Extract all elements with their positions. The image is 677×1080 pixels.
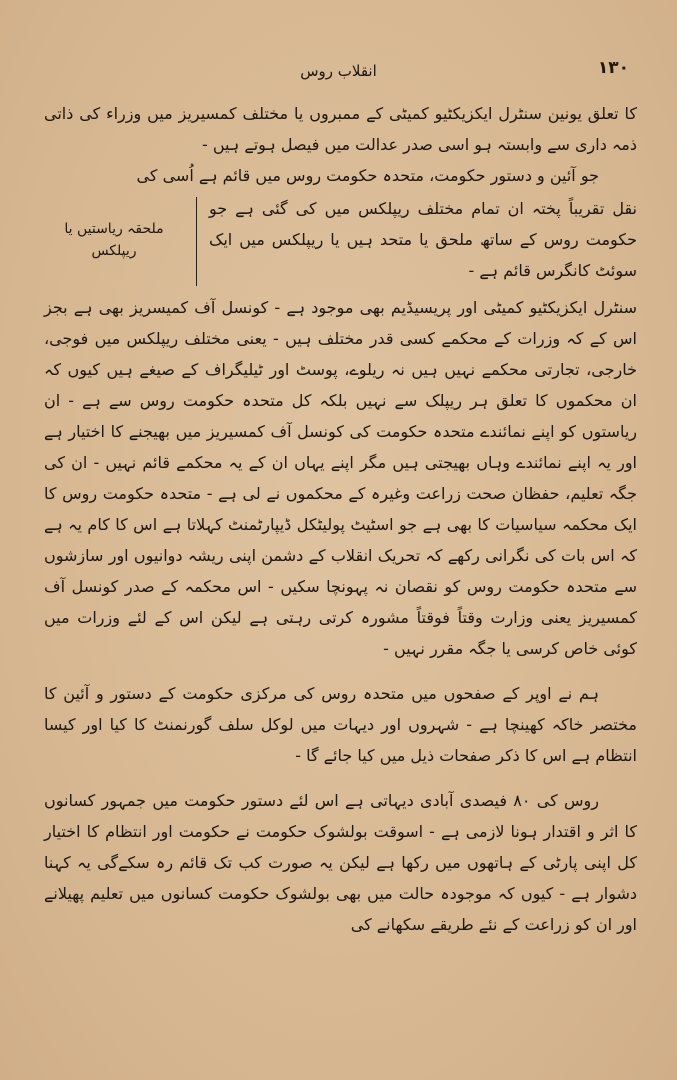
paragraph-2: جو آئین و دستور حکومت، متحدہ حکومت روس میں قائم ہے اُسی کی: [136, 166, 599, 185]
paragraph-5: روس کی ۸۰ فیصدی آبادی دیہاتی ہے اس لئے دستور حکومت میں جمہور کسانوں کا اثر و اقتدار ہونا لازمی ہے - اسوقت بولشوک حکومت نے حکومت اور انتظام کا اختیار کل اپنی پارٹی کے ہاتھوں میں رکھا ہے لیکن یہ صورت کب تک قائم رہ سکےگی یہ کہنا دشوار ہے - کیوں کہ موجودہ حالت میں بھی بولشوک حکومت کسانوں میں تعلیم پھیلانے اور ان کو زراعت کے نئے طریقے سکھانے کی: [44, 791, 637, 934]
marginal-note: ملحقہ ریاستیں یا ریپلکس: [64, 220, 164, 259]
paragraph-3: سنٹرل ایکزیکٹیو کمیٹی اور پریسیڈیم بھی موجود ہے - کونسل آف کمیسریز بھی ہے بجز اس کے کہ وزرات کے محکمے کسی قدر مختلف ہیں - یعنی مختلف ریپلکس میں فوجی، خارجی، تجارتی محکمے نہیں ہیں نہ ریلوے، پوسٹ اور ٹیلیگراف کے صیغے ہیں کیوں کہ ان محکموں کا تعلق ہر ریپلک سے نہیں بلکہ کل متحدہ حکومت روس سے ہے - ان ریاستوں کو اپنے نمائندے متحدہ حکومت کی کونسل آف کمسیریز میں بھیجنے کا اختیار ہے اور یہ اپنے نمائندے وہاں بھیجتی ہیں مگر اپنے یہاں ان کے یہ محکمے قائم نہیں - ان کی جگہ تعلیم، حفظان صحت زراعت وغیرہ کے محکموں نے لی ہے - متحدہ حکومت روس کا ایک محکمہ سیاسیات کا بھی ہے جو اسٹیٹ پولیٹکل ڈیپارٹمنٹ کہلاتا ہے اس کا کام یہ ہے کہ اس بات کی نگرانی رکھے کہ تحریک انقلاب کے دشمن اپنی ریشہ دوانیوں اور سازشوں سے متحدہ حکومت روس کو نقصان نہ پہونچا سکیں - اس محکمہ کے صدر کونسل آف کمسیریز یعنی وزارت وقتاً فوقتاً مشورہ کرتی رہتی ہے لیکن اس کے لئے وزرات میں کوئی خاص کرسی یا جگہ مقرر نہیں -: [44, 298, 638, 658]
vertical-rule: [196, 197, 197, 286]
page-number: ۱۳۰: [597, 58, 629, 78]
side-note-block: [44, 193, 637, 286]
page-header: [48, 58, 629, 92]
paragraph-1: کا تعلق یونین سنٹرل ایکزیکٹیو کمیٹی کے ممبروں یا مختلف کمسیریز میں وزراء کی ذاتی ذمہ داری سے وابستہ ہو اسی صدر عدالت میں فیصل ہوتے ہیں -: [44, 104, 637, 154]
paragraph-4: ہم نے اوپر کے صفحوں میں متحدہ روس کی مرکزی حکومت کے دستور و آئین کا مختصر خاکہ کھینچا ہے - شہروں اور دیہات میں لوکل سلف گورنمنٹ کا کیا اور کیسا انتظام ہے اس کا ذکر صفحات ذیل میں کیا جائے گا -: [44, 684, 637, 765]
page-body: [44, 98, 637, 940]
running-title: انقلاب روس: [300, 62, 377, 80]
side-block-text: نقل تقریباً پختہ ان تمام مختلف ریپلکس میں کی گئی ہے جو حکومت روس کے ساتھ ملحق یا متحد ہیں یا ریپلکس میں ایک سوئٹ کانگرس قائم ہے -: [209, 199, 637, 280]
